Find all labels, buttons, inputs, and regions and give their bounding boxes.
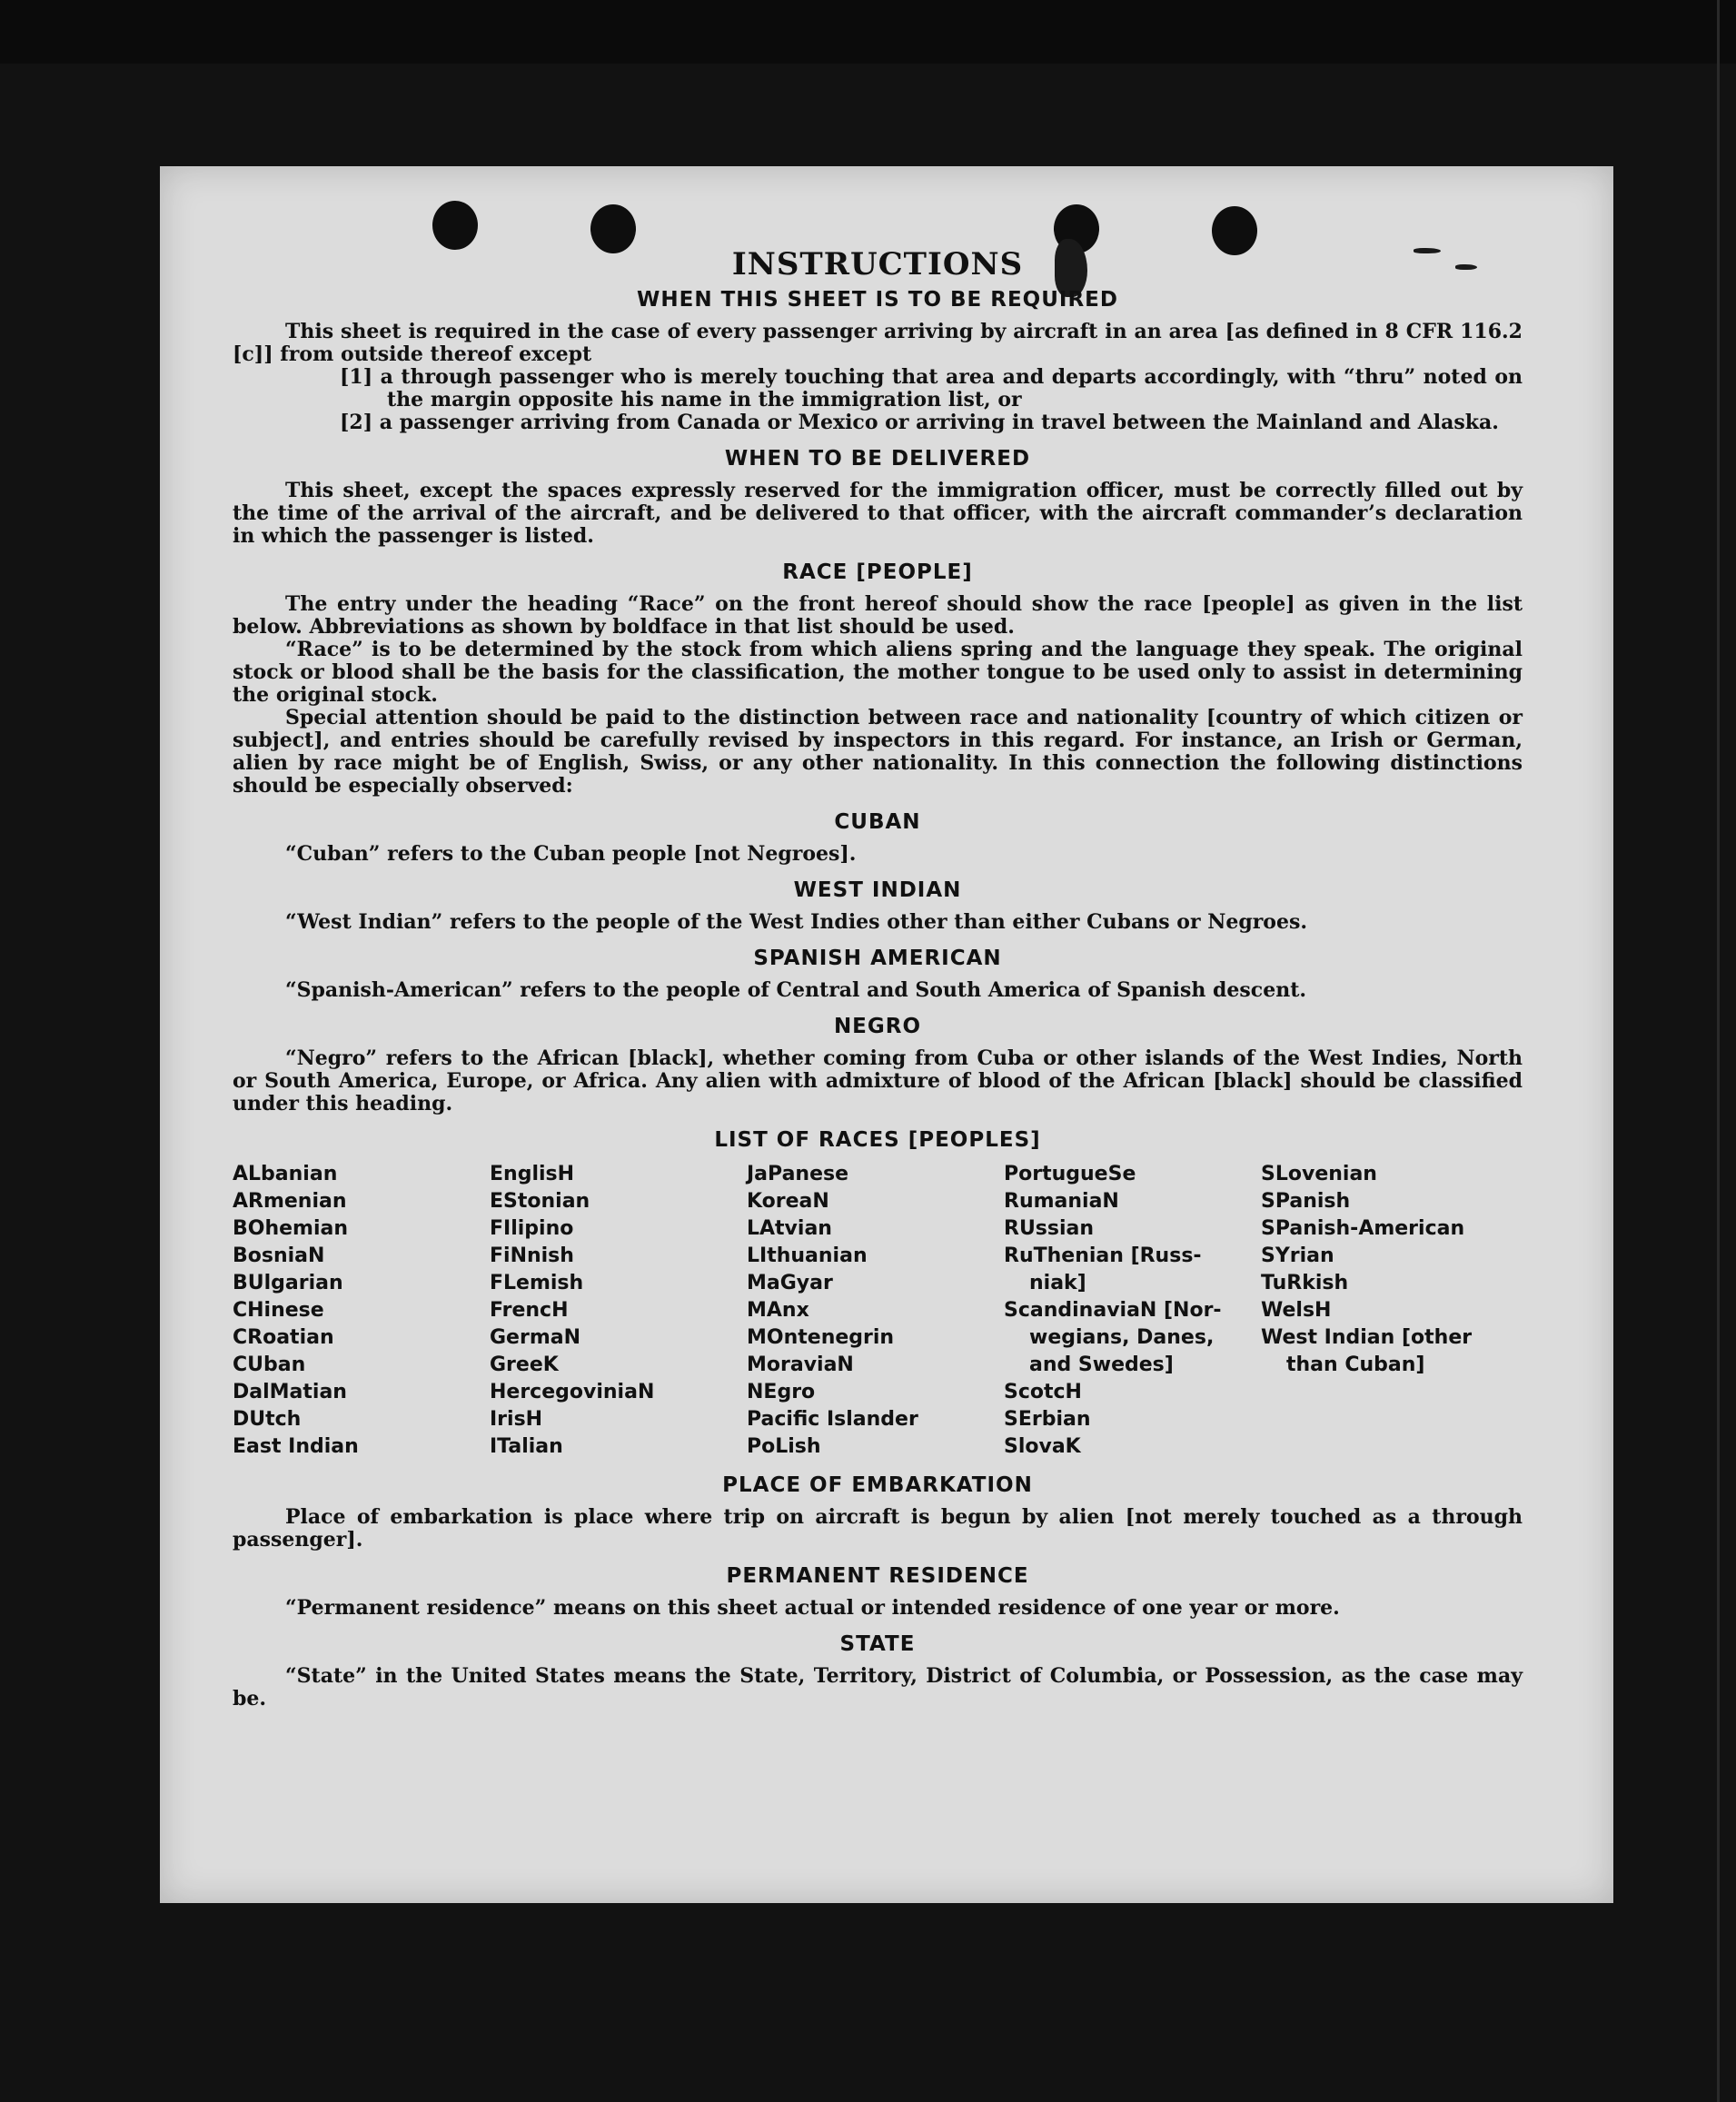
race-entry: ITalian [490,1435,563,1458]
race-entry: WelsH [1261,1299,1332,1322]
race-entry: FrencH [490,1299,569,1322]
race-entry: MAnx [747,1299,809,1322]
race-entry: MaGyar [747,1272,833,1294]
section-heading-cuban: CUBAN [834,810,921,834]
race-entry: FiNnish [490,1244,574,1267]
race-entry: FIlipino [490,1217,574,1240]
race-entry: DUtch [233,1408,302,1431]
spanish-american-text: “Spanish-American” refers to the people of Central and South America of Spanish descent. [285,978,1307,1002]
race-entry: East Indian [233,1435,359,1458]
race-entry: TuRkish [1261,1272,1349,1294]
race-entry: NEgro [747,1381,816,1403]
west-indian-text: “West Indian” refers to the people of the West Indies other than either Cubans or Negroes. [285,910,1308,934]
race-entry: RuThenian [Russ- [1004,1244,1202,1267]
punch-hole [432,201,478,250]
race-entry: CRoatian [233,1326,334,1349]
instructions-content [233,246,1523,1710]
race-entry: ScotcH [1004,1381,1082,1403]
race-entry: CHinese [233,1299,324,1322]
race-entry: EnglisH [490,1163,575,1185]
required-intro: This sheet is required in the case of every passenger arriving by aircraft in an area [as defined in 8 CFR 116.2 [c]] from outside thereof except [233,320,1523,366]
race-entry: SlovaK [1004,1435,1081,1458]
race-entry: RUssian [1004,1217,1095,1240]
race-entry: BOhemian [233,1217,349,1240]
race-entry: BUlgarian [233,1272,343,1294]
race-entry: ScandinaviaN [Nor- [1004,1299,1222,1322]
race-entry: GermaN [490,1326,581,1349]
race-entry: SLovenian [1261,1163,1377,1185]
race-entry-continuation: than Cuban] [1286,1353,1425,1376]
scan-border [0,0,1736,64]
section-heading-state: STATE [839,1632,916,1656]
race-entry: Pacific Islander [747,1408,918,1431]
race-entry: CUban [233,1353,306,1376]
race-entry: HercegovinіaN [490,1381,655,1403]
race-entry: ARmenian [233,1190,347,1213]
race-entry: SPanish [1261,1190,1351,1213]
exception-item: [1] a through passenger who is merely touching that area and departs accordingly, with “thru” noted on the margin opposite his name in the immigration list, or [340,365,1523,411]
state-text: “State” in the United States means the State, Territory, District of Columbia, or Possession, as the case may be. [233,1664,1523,1710]
section-heading-delivered: WHEN TO BE DELIVERED [724,447,1031,471]
races-column [233,1161,490,1461]
races-column [1261,1161,1523,1461]
race-entry: MoraviaN [747,1353,854,1376]
negro-text: “Negro” refers to the African [black], whether coming from Cuba or other islands of the West Indies, North or South America, Europe, or Africa. Any alien with admixture of blood of the African [black] should be classified under this heading. [233,1046,1523,1115]
residence-text: “Permanent residence” means on this sheet actual or intended residence of one year or more. [285,1596,1340,1620]
section-heading-residence: PERMANENT RESIDENCE [726,1564,1029,1588]
section-heading-embarkation: PLACE OF EMBARKATION [722,1473,1033,1497]
race-entry: West Indian [other [1261,1326,1473,1349]
race-paragraph: “Race” is to be determined by the stock from which aliens spring and the language they speak. The original stock or blood shall be the basis for the classification, the mother tongue to be used only to assist in determining the original stock. [233,638,1523,707]
race-entry: SErbian [1004,1408,1091,1431]
race-entry: ALbanian [233,1163,338,1185]
section-heading-list-of-races: LIST OF RACES [PEOPLES] [714,1128,1041,1152]
document-sheet [160,166,1613,1903]
race-entry-continuation: wegians, Danes, [1029,1326,1215,1349]
cuban-text: “Cuban” refers to the Cuban people [not Negroes]. [285,842,857,866]
races-column [490,1161,747,1461]
section-heading-negro: NEGRO [833,1015,922,1038]
section-heading-required: WHEN THIS SHEET IS TO BE REQUIRED [637,288,1118,312]
race-paragraph: Special attention should be paid to the distinction between race and nationality [country of which citizen or subject], and entries should be carefully revised by inspectors in this regard. For instance, an Irish or German, alien by race might be of English, Swiss, or any other nationality. In this connection the following distinctions should be especially observed: [233,706,1523,798]
exception-item: [2] a passenger arriving from Canada or Mexico or arriving in travel between the Mainland and Alaska. [340,411,1499,434]
races-list [233,1161,1523,1461]
race-entry: LAtvian [747,1217,832,1240]
race-entry: IrisH [490,1408,543,1431]
race-entry: EStonian [490,1190,590,1213]
race-entry: PortugueSe [1004,1163,1136,1185]
race-entry-continuation: niak] [1029,1272,1086,1294]
section-heading-spanish-american: SPANISH AMERICAN [753,947,1002,970]
races-column [747,1161,1004,1461]
race-entry: SYrian [1261,1244,1334,1267]
race-entry: FLemish [490,1272,584,1294]
races-column [1004,1161,1261,1461]
exceptions-list [340,366,1523,434]
embarkation-text: Place of embarkation is place where trip on aircraft is begun by alien [not merely touched as a through passenger]. [233,1505,1523,1552]
race-entry: RumaniaN [1004,1190,1119,1213]
race-entry: MOntenegrin [747,1326,895,1349]
race-entry: GreeK [490,1353,559,1376]
race-entry: KoreaN [747,1190,829,1213]
race-paragraph: The entry under the heading “Race” on the front hereof should show the race [people] as given in the list below. Abbreviations as shown by boldface in that list should be used. [233,592,1523,639]
page-title: INSTRUCTIONS [731,246,1024,283]
race-entry: BosniaN [233,1244,325,1267]
race-entry: LIthuanian [747,1244,868,1267]
race-entry: PoLish [747,1435,821,1458]
section-heading-race: RACE [PEOPLE] [782,560,973,584]
scan-frame-line [1717,0,1720,2102]
race-entry: JaPanese [747,1163,849,1185]
race-entry: SPanish-American [1261,1217,1465,1240]
delivered-text: This sheet, except the spaces expressly reserved for the immigration officer, must be correctly filled out by the time of the arrival of the aircraft, and be delivered to that officer, with the aircraft commander’s declaration in which the passenger is listed. [233,479,1523,548]
race-entry: DalMatian [233,1381,347,1403]
race-entry-continuation: and Swedes] [1029,1353,1174,1376]
section-heading-west-indian: WEST INDIAN [793,878,962,902]
